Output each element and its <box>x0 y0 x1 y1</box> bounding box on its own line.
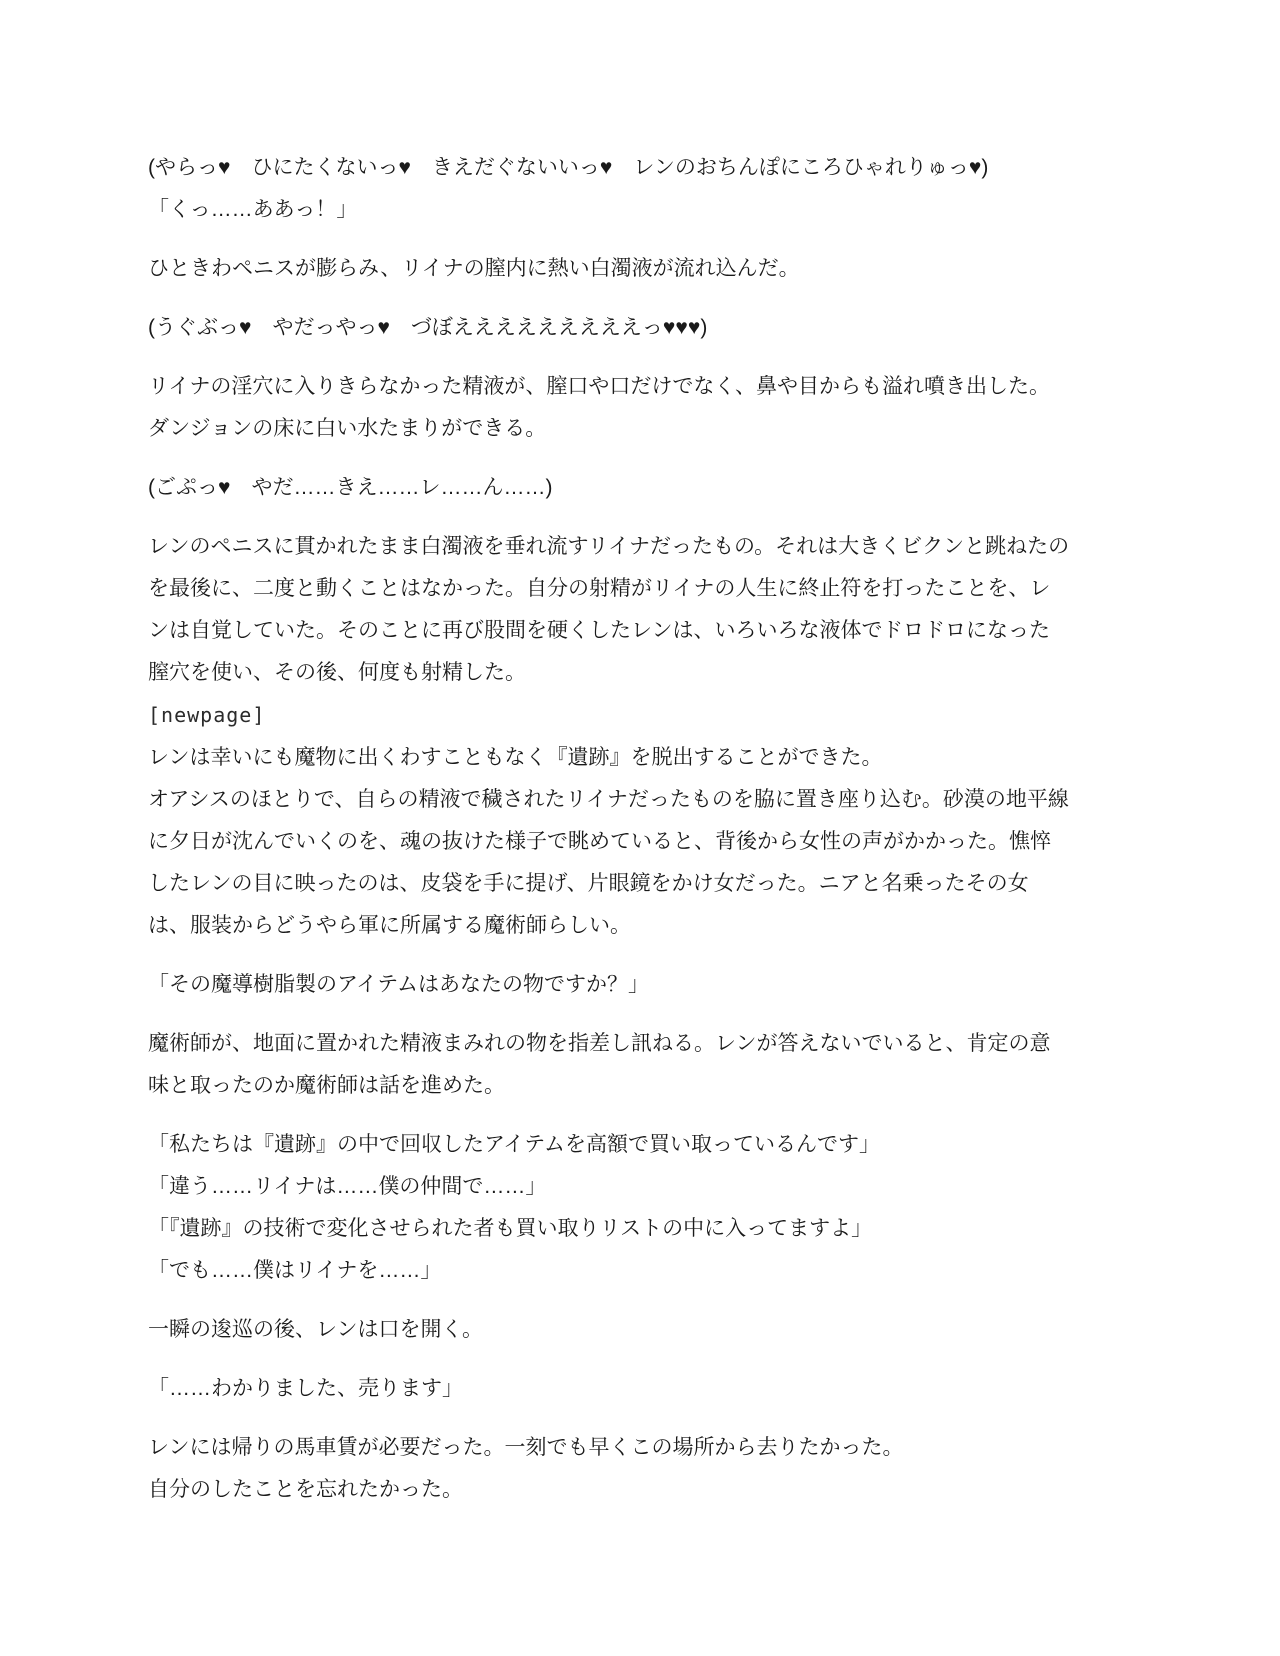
text-line: レンには帰りの馬車賃が必要だった。一刻でも早くこの場所から去りたかった。 <box>148 1436 904 1459</box>
text-line: レンのペニスに貫かれたまま白濁液を垂れ流すリイナだったもの。それは大きくビクンと跳ねたのを最後に、二度と動くことはなかった。自分の射精がリイナの人生に終止符を打ったことを、レンは自覚していた。そのことに再び股間を硬くしたレンは、いろいろな液体でドロドロになった膣穴を使い、その後、何度も射精した。 <box>148 535 1070 684</box>
text-line: リイナの淫穴に入りきらなかった精液が、膣口や口だけでなく、鼻や目からも溢れ噴き出した。ダンジョンの床に白い水たまりができる。 <box>148 375 1050 440</box>
paragraph <box>148 307 1070 349</box>
paragraph <box>148 1124 1070 1292</box>
paragraph <box>148 1368 1070 1410</box>
paragraph <box>148 1309 1070 1351</box>
text-line: 「くっ……ああっ！」 <box>148 198 358 221</box>
paragraph <box>148 147 1070 231</box>
text-line: 「……わかりました、売ります」 <box>148 1377 463 1400</box>
text-line: 「『遺跡』の技術で変化させられた者も買い取りリストの中に入ってますよ」 <box>148 1217 873 1240</box>
text-line: レンは幸いにも魔物に出くわすこともなく『遺跡』を脱出することができた。 <box>148 746 883 769</box>
text-line: 魔術師が、地面に置かれた精液まみれの物を指差し訊ねる。レンが答えないでいると、肯定の意味と取ったのか魔術師は話を進めた。 <box>148 1032 1051 1097</box>
text-line: 「その魔導樹脂製のアイテムはあなたの物ですか？」 <box>148 973 650 996</box>
text-line: (うぐぶっ♥ やだっやっ♥ づぼえええええええええっ♥♥♥) <box>148 316 708 339</box>
paragraph <box>148 366 1070 450</box>
text-body <box>148 147 1070 1528</box>
text-line: 「違う……リイナは……僕の仲間で……」 <box>148 1175 547 1198</box>
text-line: ひときわペニスが膨らみ、リイナの膣内に熱い白濁液が流れ込んだ。 <box>148 257 800 280</box>
text-line: (ごぷっ♥ やだ……きえ……レ……ん……) <box>148 476 553 499</box>
text-line: 「でも……僕はリイナを……」 <box>148 1259 442 1282</box>
text-line: (やらっ♥ ひにたくないっ♥ きえだぐないいっ♥ レンのおちんぽにころひゃれりゅっ♥) <box>148 156 989 179</box>
newpage-marker: [newpage] <box>148 703 266 727</box>
paragraph <box>148 248 1070 290</box>
text-line: 自分のしたことを忘れたかった。 <box>148 1478 463 1501</box>
paragraph <box>148 467 1070 509</box>
paragraph <box>148 526 1070 947</box>
paragraph <box>148 964 1070 1006</box>
text-line: 一瞬の逡巡の後、レンは口を開く。 <box>148 1318 484 1341</box>
text-line: オアシスのほとりで、自らの精液で穢されたリイナだったものを脇に置き座り込む。砂漠の地平線に夕日が沈んでいくのを、魂の抜けた様子で眺めていると、背後から女性の声がかかった。憔悴したレンの目に映ったのは、皮袋を手に提げ、片眼鏡をかけ女だった。ニアと名乗ったその女は、服装からどうやら軍に所属する魔術師らしい。 <box>148 788 1069 937</box>
text-line: 「私たちは『遺跡』の中で回収したアイテムを高額で買い取っているんです」 <box>148 1133 881 1156</box>
paragraph <box>148 1427 1070 1511</box>
paragraph <box>148 1023 1070 1107</box>
